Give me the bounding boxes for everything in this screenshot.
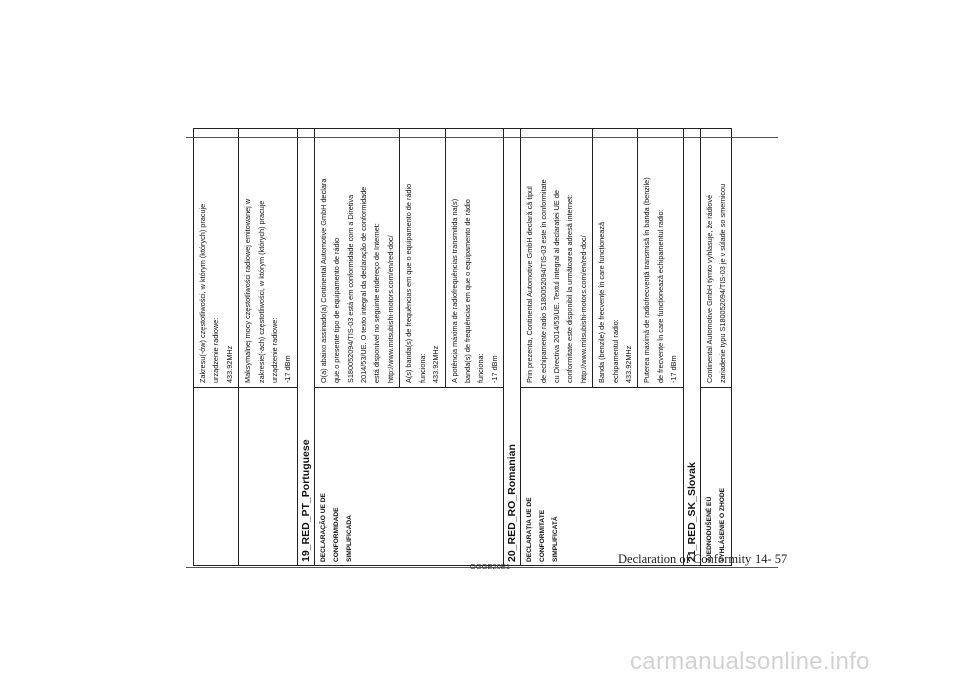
- power-cell: Maksymalnej mocy częstotliwości radiowej emitowanej w zakresie(-ach) częstotliwości, w którym (których) pracuje urządzenie radiowe: -17 dBm: [239, 129, 298, 388]
- band-cell: Zakresu(-ów) częstotliwości, w którym (których) pracuje urządzenie radiowe: 433.92MHz: [194, 129, 239, 388]
- section-heading-row: [504, 129, 521, 566]
- band-cell: Banda (benzile) de frecvențe în care funcționează echipamentul radio: 433.92MHz: [593, 129, 638, 388]
- section-heading: 21_RED_SK_Slovak: [683, 129, 700, 566]
- band-cell: A(s) banda(s) de frequências em que o equipamento de rádio funciona: 433.92MHz: [400, 129, 445, 388]
- document-code: OGGE20E1: [470, 562, 511, 571]
- declaration-cell: Prin prezenta, Continental Automotive GmbH declară că tipul de echipamente radio S180052094/TIS-03 este în conformitate cu Directiva 2014/53/UE. Textul integral al declarației UE de conformitate este disponibil la următoarea adresă internet: http://www.mitsubishi-motors.com/en/red-doc/: [521, 129, 593, 388]
- table-row: [700, 129, 732, 566]
- conformity-table: [193, 128, 732, 566]
- page-title: Declaration of Conformity: [618, 552, 752, 566]
- declaration-label: DECLARAȚIA UE DE CONFORMITATE SIMPLIFICATĂ: [521, 388, 683, 566]
- table-row: [194, 129, 239, 566]
- declaration-label: ZJEDNODUŠENÉ EÚ VYHLÁSENIE O ZHODE: [700, 388, 732, 566]
- page-number: 14- 57: [755, 552, 788, 566]
- table-row: [314, 129, 399, 566]
- declaration-cell: O(a) abaixo assinado(a) Continental Automotive GmbH declara que o presente tipo de equipamento de rádio S180052094/TIS-03 está em conformidade com a Diretiva 2014/53/UE. O texto integral da declaração de conformidade está disponível no seguinte endereço de Internet: http://www.mitsubishi-motors.com/en/red-doc/: [314, 129, 399, 388]
- declaration-cell: Continental Automotive GmbH týmto vyhlasuje, že rádiové zariadenie typu S180052094/TIS-03 je v súlade so smernicou: [700, 129, 732, 388]
- declaration-label: DECLARAÇÃO UE DE CONFORMIDADE SIMPLIFICADA: [314, 388, 503, 566]
- power-cell: Puterea maximă de radiofrecvență transmisă în banda (benzile) de frecvențe în care funcționează echipamentul radio: -17 dBm: [638, 129, 683, 388]
- section-heading: 19_RED_PT_Portuguese: [297, 129, 314, 566]
- conformity-table-rotated: [193, 146, 783, 566]
- section-heading: 20_RED_RO_Romanian: [504, 129, 521, 566]
- table-row: [239, 129, 298, 566]
- section-heading-row: [683, 129, 700, 566]
- watermark: carmanualsonline.info: [630, 648, 870, 675]
- section-heading-row: [297, 129, 314, 566]
- table-row: [521, 129, 593, 566]
- power-cell: A potência máxima de radiofrequências transmitida na(s) banda(s) de frequências em que o equipamento de rádio funciona: -17 dBm: [445, 129, 504, 388]
